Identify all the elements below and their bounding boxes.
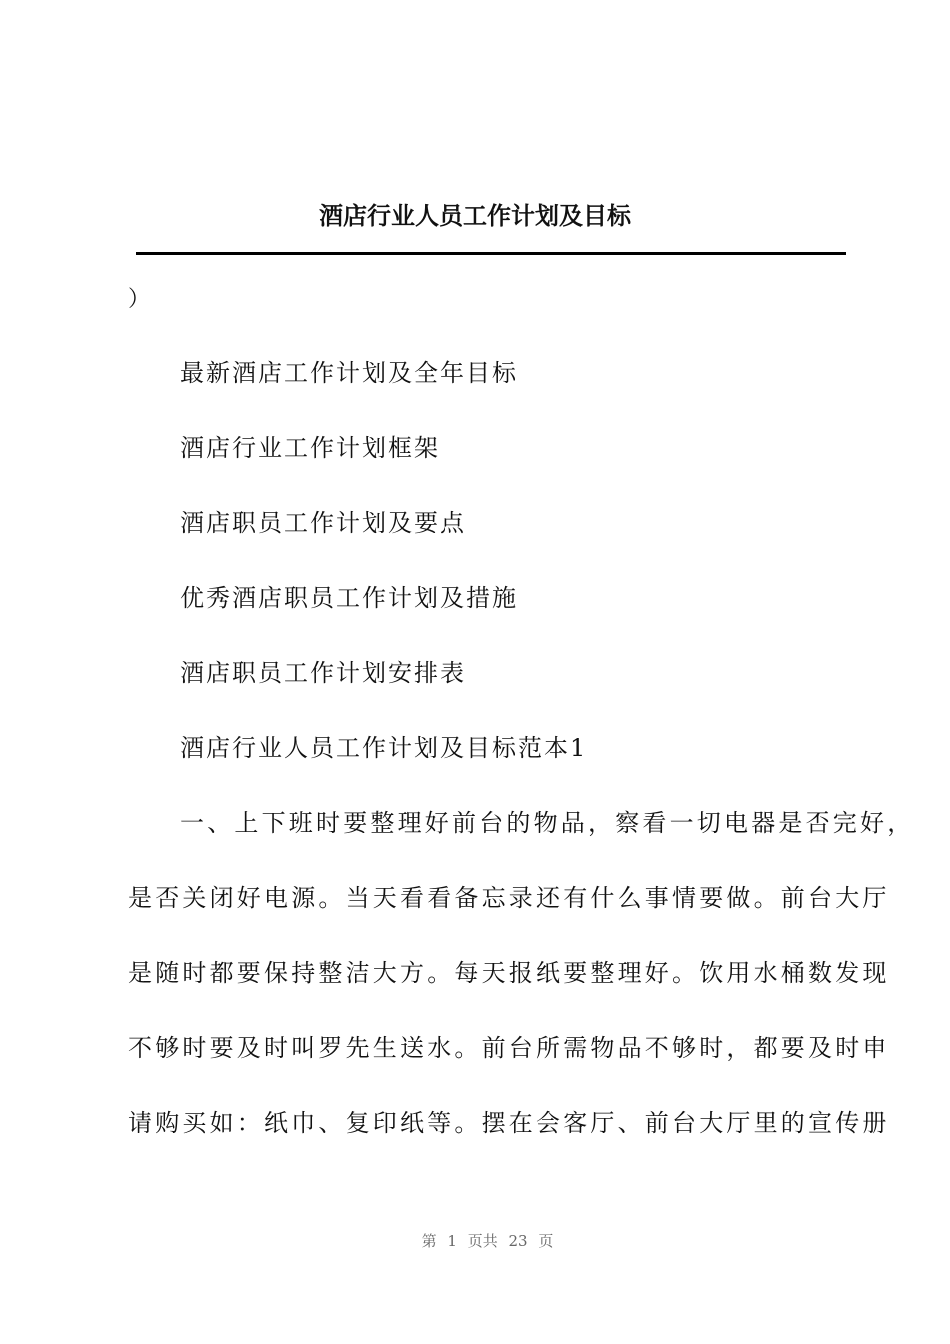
toc-item: 最新酒店工作计划及全年目标 (180, 359, 518, 387)
toc-item: 优秀酒店职员工作计划及措施 (180, 584, 518, 612)
body-line: 一、上下班时要整理好前台的物品，察看一切电器是否完好， (180, 809, 915, 837)
page-footer: 第 1 页共 23 页 (421, 1232, 554, 1250)
document-title: 酒店行业人员工作计划及目标 (319, 201, 631, 230)
title-underline (136, 252, 846, 255)
toc-item: 酒店职员工作计划及要点 (180, 509, 466, 537)
body-line: 是随时都要保持整洁大方。每天报纸要整理好。饮用水桶数发现 (128, 959, 890, 987)
toc-item: 酒店行业工作计划框架 (180, 434, 440, 462)
leading-mark: ） (128, 287, 151, 312)
body-line: 不够时要及时叫罗先生送水。前台所需物品不够时，都要及时申 (128, 1034, 890, 1062)
toc-item: 酒店行业人员工作计划及目标范本1 (180, 734, 588, 762)
body-line: 请购买如：纸巾、复印纸等。摆在会客厅、前台大厅里的宣传册 (128, 1109, 890, 1137)
body-line: 是否关闭好电源。当天看看备忘录还有什么事情要做。前台大厅 (128, 884, 890, 912)
toc-item: 酒店职员工作计划安排表 (180, 659, 466, 687)
